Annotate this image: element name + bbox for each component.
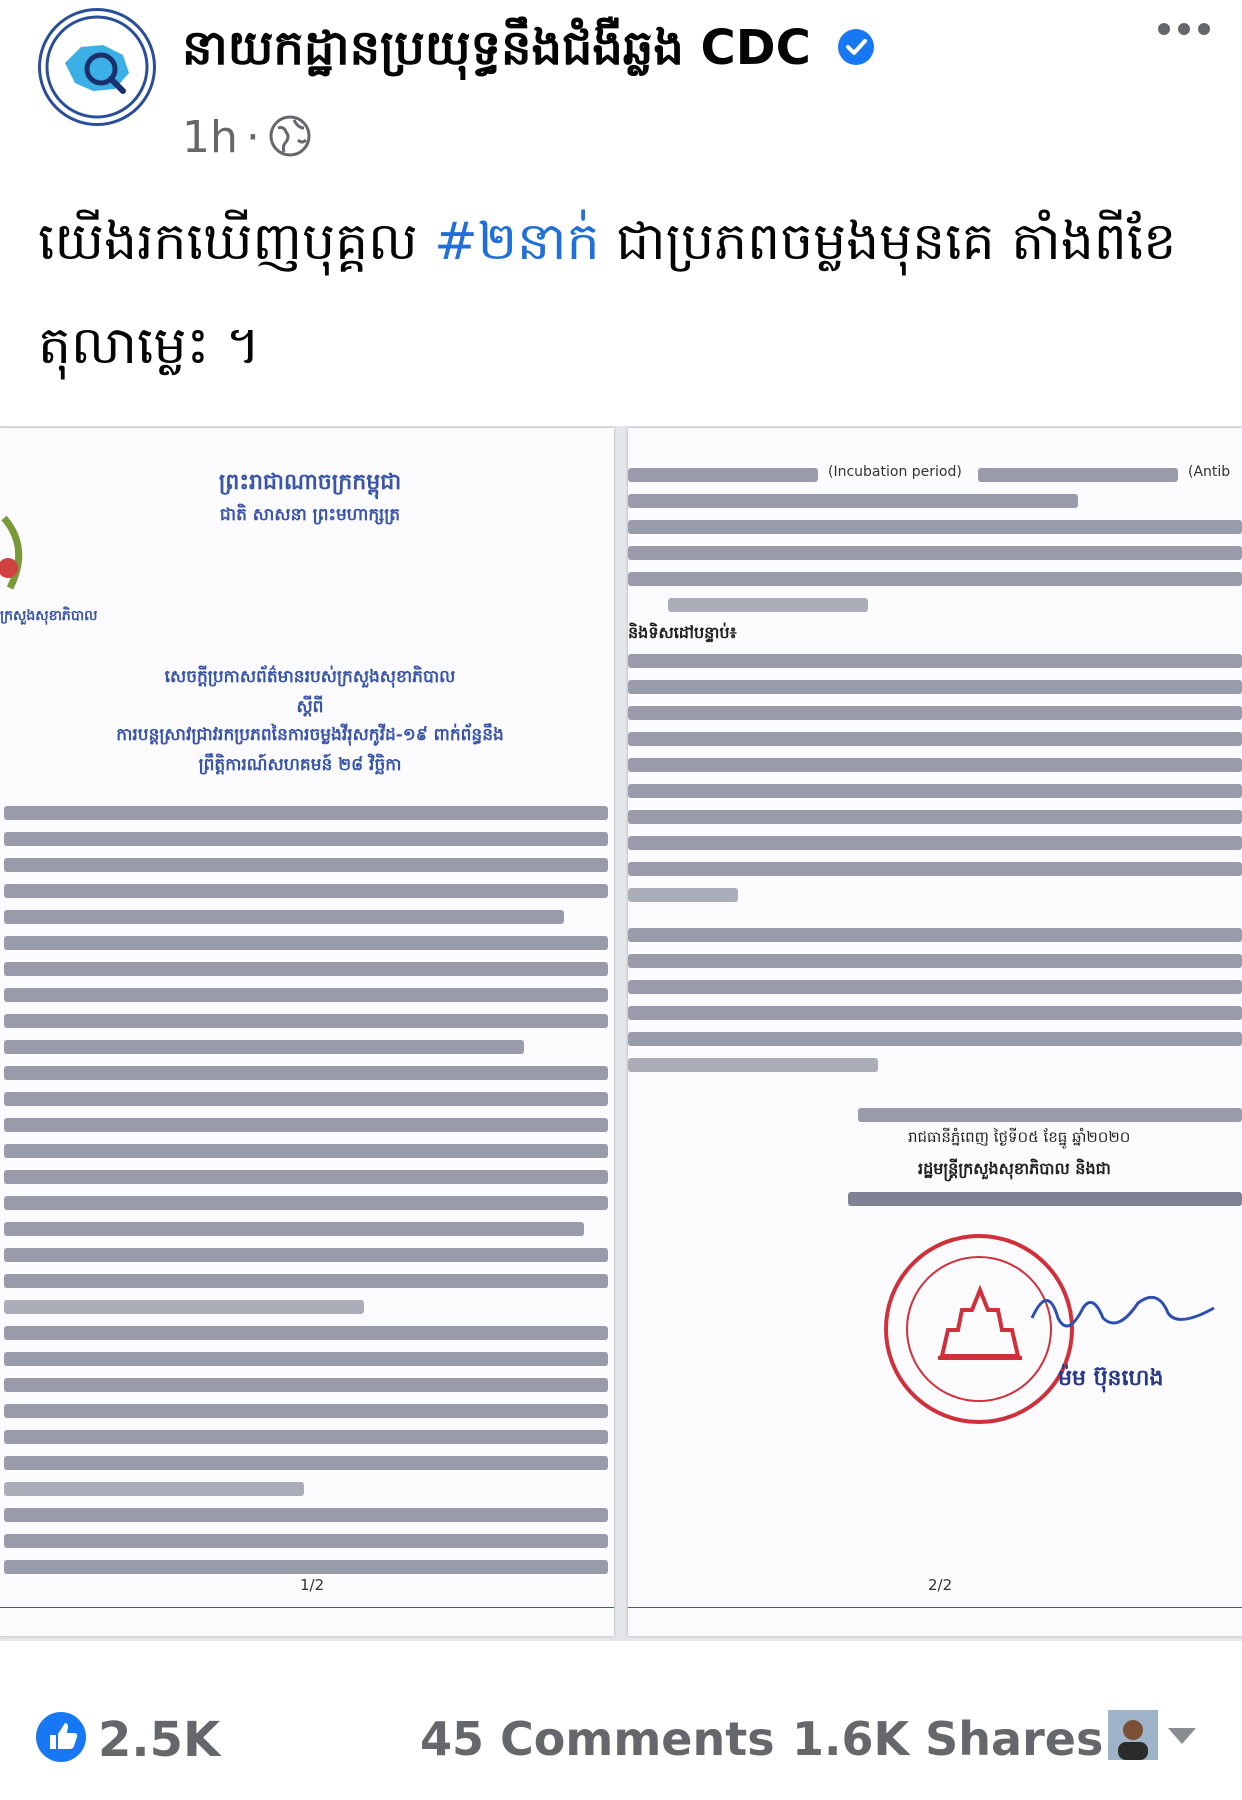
doc-ministry: ក្រសួងសុខាភិបាល bbox=[0, 608, 98, 624]
doc2-signer-title: រដ្ឋមន្ត្រីក្រសួងសុខាភិបាល និងជា bbox=[918, 1159, 1111, 1178]
post-time[interactable]: 1h bbox=[182, 112, 238, 163]
doc-kingdom-title: ព្រះរាជាណាចក្រកម្ពុជា bbox=[218, 469, 402, 495]
likes-count[interactable]: 2.5K bbox=[98, 1712, 221, 1768]
document-page-2[interactable] bbox=[628, 428, 1242, 1636]
doc-emblem-icon bbox=[0, 508, 40, 598]
doc2-footer bbox=[628, 1607, 1242, 1628]
doc2-incubation-note: (Incubation period) bbox=[828, 464, 962, 480]
reactor-avatar-icon[interactable] bbox=[1108, 1710, 1158, 1760]
post-message bbox=[38, 190, 1208, 398]
meta-separator: · bbox=[245, 112, 260, 163]
page-name-text[interactable]: នាយកដ្ឋានប្រយុទ្ធនឹងជំងឺឆ្លង CDC bbox=[182, 20, 811, 76]
shares-count[interactable]: 1.6K Shares bbox=[792, 1712, 1104, 1766]
post-text-before: យើងរកឃើញបុគ្គល bbox=[38, 212, 435, 272]
more-options-icon[interactable] bbox=[1156, 14, 1212, 44]
doc-motto: ជាតិ សាសនា ព្រះមហាក្សត្រ bbox=[219, 505, 401, 525]
doc2-signer-name: ម៉ម ប៊ុនហេង bbox=[1058, 1366, 1164, 1391]
comments-count[interactable]: 45 Comments bbox=[420, 1712, 775, 1766]
doc1-page-number: 1/2 bbox=[300, 1576, 325, 1594]
doc2-page-number: 2/2 bbox=[928, 1576, 953, 1594]
doc2-date-line: រាជធានីភ្នំពេញ ថ្ងៃទី០៥ ខែធ្នូ ឆ្នាំ២០២០ bbox=[908, 1128, 1131, 1146]
doc-heading-4: ព្រឹត្តិការណ៍សហគមន៍ ២៨ វិច្ឆិកា bbox=[198, 755, 402, 775]
doc2-antibody-note: (Antib bbox=[1188, 464, 1231, 480]
doc-heading-1: សេចក្តីប្រកាសព័ត៌មានរបស់ក្រសួងសុខាភិបាល bbox=[164, 667, 456, 687]
document-page-1[interactable] bbox=[0, 428, 614, 1636]
chevron-down-icon[interactable] bbox=[1168, 1728, 1196, 1744]
post-header bbox=[0, 0, 1242, 163]
doc1-footer bbox=[0, 1607, 614, 1628]
hashtag-link[interactable]: #២នាក់ bbox=[434, 212, 600, 272]
page-name[interactable] bbox=[182, 18, 874, 88]
reaction-bar bbox=[0, 1690, 1242, 1800]
post-text-after: ជាប្រភពចម្លងមុនគេ តាំងពីខែតុលាម្លេះ ។ bbox=[38, 212, 1177, 376]
globe-icon[interactable] bbox=[268, 114, 312, 158]
doc-heading-2: ស្តីពី bbox=[296, 697, 324, 717]
like-thumb-icon[interactable] bbox=[36, 1712, 86, 1762]
attached-photos[interactable] bbox=[0, 426, 1242, 1641]
handwritten-signature-icon bbox=[1028, 1278, 1218, 1348]
doc-heading-3: ការបន្តស្រាវជ្រាវរកប្រភពនៃការចម្លងវីរុសកូវីដ-១៩ ពាក់ព័ន្ធនឹង bbox=[116, 725, 504, 745]
cdc-logo-icon[interactable] bbox=[38, 8, 156, 126]
doc2-section-heading: និងទិសដៅបន្ទាប់៖ bbox=[628, 623, 737, 642]
verified-badge-icon bbox=[838, 29, 874, 65]
post-meta bbox=[182, 112, 312, 163]
